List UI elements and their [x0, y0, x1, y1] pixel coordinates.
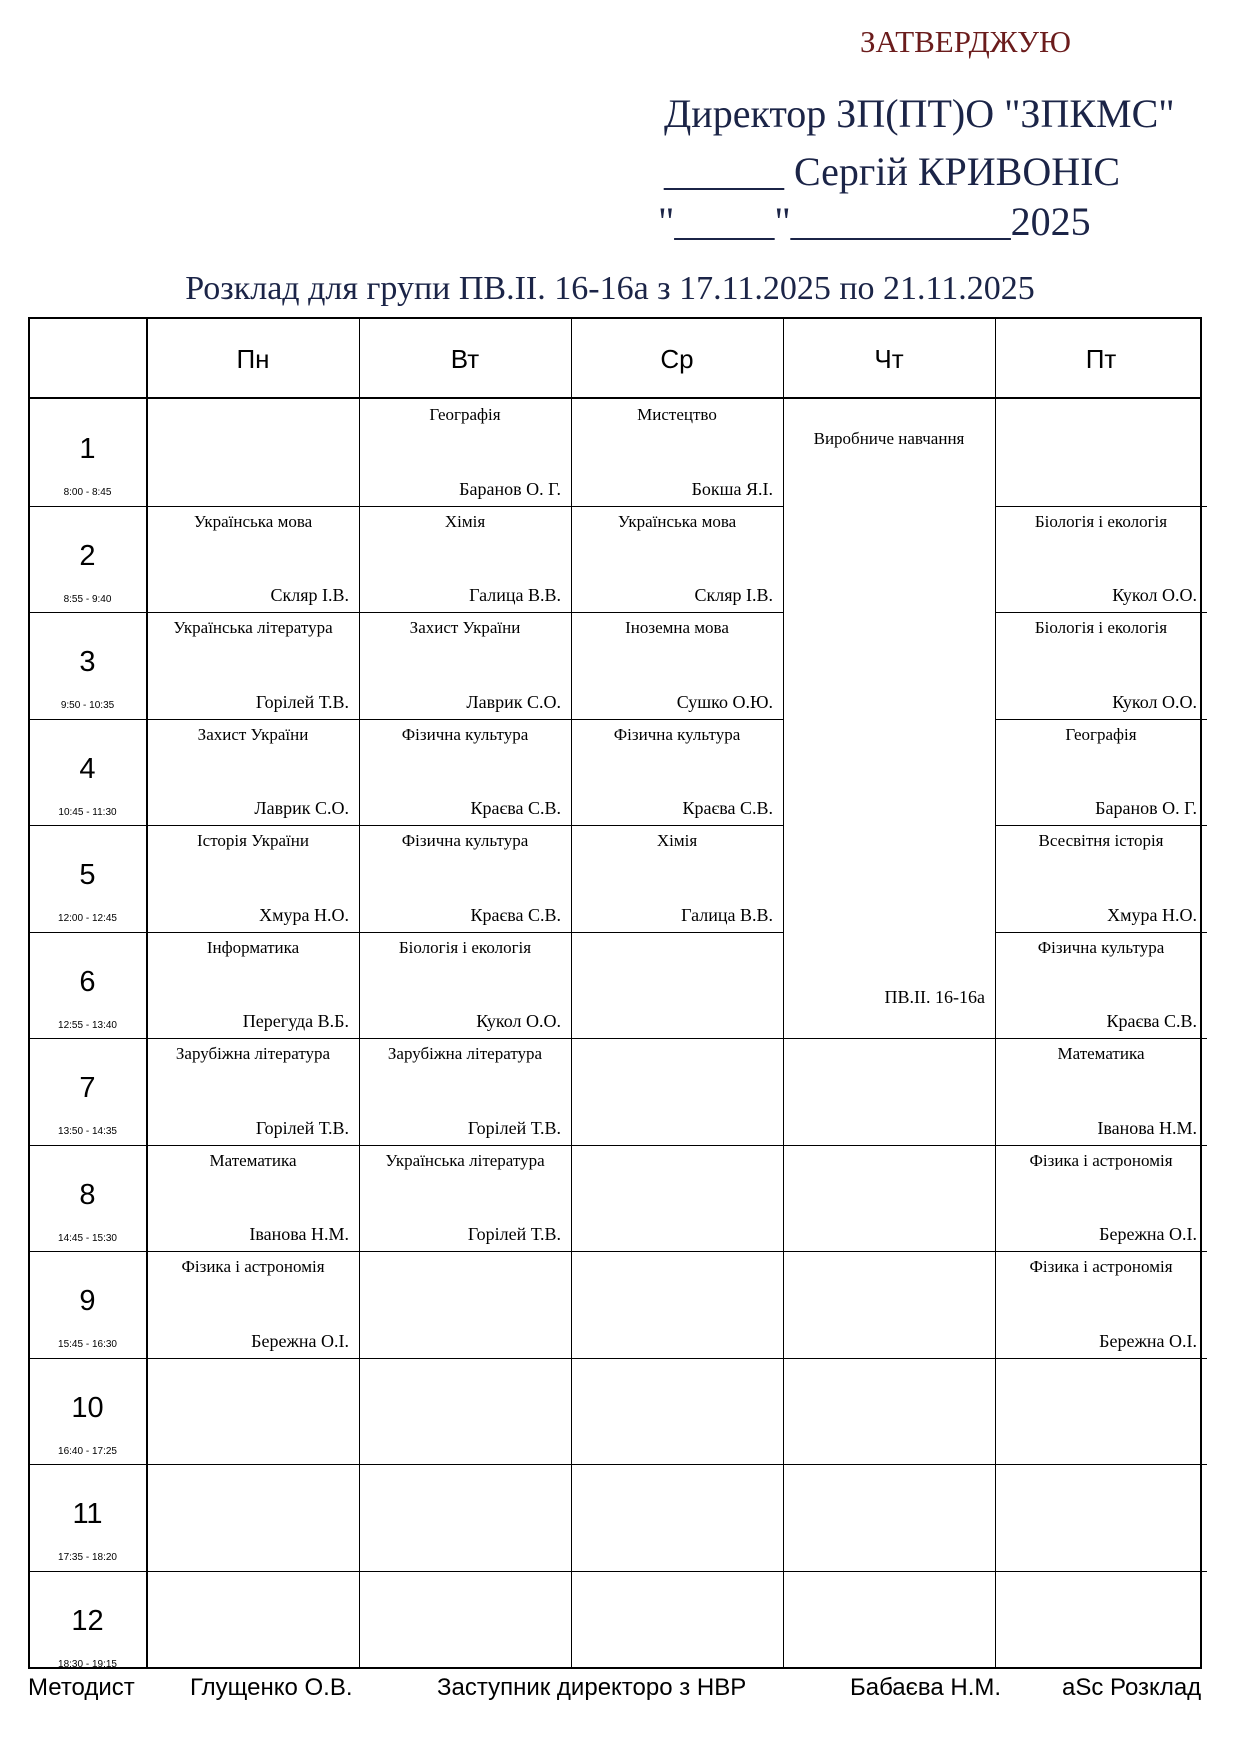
lesson-subject: Зарубіжна література — [175, 1044, 331, 1063]
period-number: 12 — [71, 1604, 104, 1637]
lesson-teacher: Сушко О.Ю. — [676, 691, 773, 712]
row-divider-line — [359, 1464, 571, 1465]
lesson-teacher: Лаврик С.О. — [466, 691, 561, 712]
day-header-4: Чт — [874, 343, 904, 374]
row-divider-line — [359, 1251, 571, 1252]
lesson-cell[interactable] — [995, 719, 1207, 826]
period-time: 8:55 - 9:40 — [63, 593, 112, 605]
lesson-subject: Фізика і астрономія — [1029, 1150, 1173, 1170]
row-divider-line — [783, 1251, 995, 1252]
row-divider-line — [571, 932, 783, 933]
period-number: 3 — [79, 646, 96, 678]
period-number: 4 — [79, 752, 96, 785]
footer-software: aSc Розклад — [1062, 1674, 1202, 1701]
period-number: 8 — [79, 1178, 96, 1211]
row-divider-line — [30, 1464, 147, 1465]
row-divider-line — [30, 825, 147, 826]
lesson-subject: Фізична культура — [401, 724, 529, 744]
lesson-cell[interactable] — [995, 1038, 1207, 1145]
lesson-cell[interactable] — [995, 825, 1207, 932]
lesson-subject: Математика — [1057, 1044, 1145, 1063]
period-time: 14:45 - 15:30 — [58, 1232, 117, 1244]
lesson-cell[interactable] — [147, 1145, 359, 1252]
lesson-teacher: Бережна О.І. — [1099, 1224, 1197, 1244]
day-header-1: Пн — [236, 343, 270, 374]
period-number: 6 — [79, 965, 96, 998]
lesson-cell[interactable] — [359, 825, 571, 932]
lesson-cell[interactable] — [359, 932, 571, 1039]
lesson-teacher: Бережна О.І. — [251, 1330, 349, 1351]
lesson-teacher: Краєва С.В. — [470, 904, 561, 925]
lesson-cell[interactable] — [995, 612, 1207, 719]
lesson-cell[interactable] — [571, 825, 783, 932]
row-divider-line — [30, 1358, 147, 1359]
lesson-teacher: Хмура Н.О. — [1107, 904, 1197, 925]
row-divider-line — [995, 1464, 1207, 1465]
lesson-subject: Захист України — [197, 724, 309, 744]
lesson-cell[interactable] — [147, 1038, 359, 1145]
lesson-teacher: Іванова Н.М. — [249, 1224, 349, 1244]
row-divider-line — [571, 1145, 783, 1146]
period-time: 10:45 - 11:30 — [58, 806, 117, 818]
lesson-cell[interactable] — [359, 506, 571, 613]
lesson-subject: Фізика і астрономія — [1029, 1257, 1173, 1276]
lesson-cell[interactable] — [359, 612, 571, 719]
row-divider-line — [995, 1571, 1207, 1572]
lesson-subject: Захист України — [409, 618, 521, 637]
lesson-teacher: Скляр І.В. — [270, 585, 349, 605]
period-time: 9:50 - 10:35 — [60, 700, 115, 711]
lesson-teacher: Скляр І.В. — [694, 585, 773, 605]
lesson-subject: Фізична культура — [1037, 937, 1165, 957]
lesson-teacher: Горілей Т.В. — [255, 691, 349, 712]
row-divider-line — [783, 1358, 995, 1359]
row-divider-line — [147, 1571, 359, 1572]
merged-lesson-subject: Виробниче навчання — [813, 429, 965, 448]
period-number: 9 — [79, 1285, 96, 1317]
lesson-subject: Українська література — [173, 618, 333, 637]
lesson-teacher: Кукол О.О. — [1112, 585, 1197, 605]
row-divider-line — [30, 1038, 147, 1039]
row-divider-line — [995, 1358, 1207, 1359]
lesson-subject: Українська мова — [193, 511, 313, 531]
row-divider-line — [30, 1145, 147, 1146]
row-divider-line — [359, 1358, 571, 1359]
lesson-teacher: Перегуда В.Б. — [242, 1011, 349, 1031]
footer-deputy-label: Заступник директоро з НВР — [437, 1674, 747, 1701]
lesson-teacher: Лаврик С.О. — [254, 798, 349, 818]
lesson-cell[interactable] — [147, 506, 359, 613]
schedule-table — [28, 317, 1202, 1669]
lesson-teacher: Іванова Н.М. — [1097, 1117, 1197, 1138]
period-time: 13:50 - 14:35 — [58, 1126, 117, 1137]
lesson-teacher: Кукол О.О. — [1112, 691, 1197, 712]
row-divider-line — [571, 1464, 783, 1465]
row-divider-line — [30, 506, 147, 507]
lesson-teacher: Кукол О.О. — [476, 1011, 561, 1031]
footer-methodist-label: Методист — [28, 1674, 135, 1701]
lesson-subject: Біологія і екологія — [1034, 618, 1168, 637]
period-time: 18:30 - 19:15 — [58, 1658, 117, 1670]
lesson-cell[interactable] — [995, 1251, 1207, 1358]
merged-lesson-group: ПВ.ІІ. 16-16а — [884, 987, 985, 1007]
row-divider-line — [571, 1038, 783, 1039]
lesson-cell[interactable] — [571, 399, 783, 506]
period-time: 12:00 - 12:45 — [58, 913, 117, 924]
lesson-subject: Українська література — [385, 1150, 545, 1170]
lesson-cell[interactable] — [571, 506, 783, 613]
schedule-title: Розклад для групи ПВ.ІІ. 16-16а з 17.11.2025 по 21.11.2025 — [185, 270, 1035, 307]
lesson-teacher: Горілей Т.В. — [255, 1117, 349, 1138]
row-divider-line — [783, 1464, 995, 1465]
lesson-cell[interactable] — [359, 1038, 571, 1145]
lesson-teacher: Горілей Т.В. — [467, 1117, 561, 1138]
row-divider-line — [783, 1145, 995, 1146]
lesson-subject: Географія — [1065, 724, 1137, 744]
period-time: 12:55 - 13:40 — [58, 1019, 117, 1031]
lesson-teacher: Галица В.В. — [469, 585, 561, 605]
lesson-subject: Фізика і астрономія — [181, 1257, 325, 1276]
lesson-cell[interactable] — [359, 1145, 571, 1252]
lesson-subject: Хімія — [656, 831, 698, 850]
lesson-cell[interactable] — [147, 825, 359, 932]
lesson-cell[interactable] — [359, 719, 571, 826]
row-divider-line — [30, 1571, 147, 1572]
row-divider-line — [783, 1571, 995, 1572]
lesson-teacher: Краєва С.В. — [1106, 1011, 1197, 1031]
approval-date: "_____"___________2025 — [658, 199, 1091, 244]
period-number: 2 — [79, 539, 96, 572]
row-divider-line — [571, 1251, 783, 1252]
row-divider-line — [571, 1571, 783, 1572]
day-header-3: Ср — [660, 343, 694, 374]
period-number: 5 — [79, 859, 96, 891]
lesson-teacher: Баранов О. Г. — [1095, 798, 1197, 818]
lesson-subject: Історія України — [197, 831, 309, 850]
lesson-cell[interactable] — [359, 399, 571, 506]
approve-stamp: ЗАТВЕРДЖУЮ — [860, 24, 1071, 59]
row-divider-line — [30, 1251, 147, 1252]
lesson-subject: Всесвітня історія — [1038, 831, 1164, 850]
lesson-subject: Хімія — [444, 511, 486, 531]
day-header-5: Пт — [1085, 343, 1117, 374]
lesson-teacher: Горілей Т.В. — [467, 1224, 561, 1244]
lesson-cell[interactable] — [995, 932, 1207, 1039]
merged-lesson-cell[interactable] — [783, 399, 995, 1038]
director-title: Директор ЗП(ПТ)О "ЗПКМС" — [664, 91, 1175, 136]
row-divider-line — [30, 612, 147, 613]
period-time: 8:00 - 8:45 — [63, 487, 112, 498]
footer-methodist-name: Глущенко О.В. — [190, 1674, 353, 1701]
lesson-cell[interactable] — [147, 1251, 359, 1358]
period-time: 15:45 - 16:30 — [58, 1339, 117, 1350]
period-time: 17:35 - 18:20 — [58, 1552, 117, 1563]
period-number: 11 — [72, 1498, 103, 1530]
lesson-cell[interactable] — [147, 719, 359, 826]
lesson-subject: Географія — [429, 405, 501, 424]
period-number: 7 — [79, 1072, 96, 1104]
row-divider-line — [30, 932, 147, 933]
lesson-teacher: Бережна О.І. — [1099, 1330, 1197, 1351]
lesson-cell[interactable] — [995, 506, 1207, 613]
period-time: 16:40 - 17:25 — [58, 1445, 117, 1457]
lesson-cell[interactable] — [147, 932, 359, 1039]
row-divider-line — [359, 1571, 571, 1572]
lesson-subject: Іноземна мова — [625, 618, 729, 637]
lesson-teacher: Краєва С.В. — [470, 798, 561, 818]
lesson-teacher: Баранов О. Г. — [459, 478, 561, 499]
lesson-cell[interactable] — [571, 719, 783, 826]
lesson-subject: Біологія і екологія — [1034, 511, 1168, 531]
lesson-subject: Фізична культура — [401, 831, 529, 850]
lesson-teacher: Хмура Н.О. — [259, 904, 349, 925]
lesson-subject: Українська мова — [617, 511, 737, 531]
lesson-subject: Інформатика — [206, 937, 300, 957]
footer-deputy-name: Бабаєва Н.М. — [850, 1674, 1002, 1701]
lesson-subject: Фізична культура — [613, 724, 741, 744]
lesson-teacher: Бокша Я.І. — [691, 478, 773, 499]
lesson-subject: Мистецтво — [637, 405, 717, 424]
lesson-subject: Біологія і екологія — [398, 937, 532, 957]
row-divider-line — [783, 1038, 995, 1039]
lesson-subject: Зарубіжна література — [387, 1044, 543, 1063]
lesson-cell[interactable] — [571, 612, 783, 719]
row-divider-line — [30, 719, 147, 720]
period-number: 1 — [79, 433, 96, 465]
lesson-teacher: Галица В.В. — [681, 904, 773, 925]
lesson-cell[interactable] — [995, 1145, 1207, 1252]
row-divider-line — [571, 1358, 783, 1359]
lesson-cell[interactable] — [147, 612, 359, 719]
row-divider-line — [147, 1358, 359, 1359]
row-divider-line — [147, 1464, 359, 1465]
period-number: 10 — [71, 1391, 104, 1424]
lesson-subject: Математика — [209, 1150, 297, 1170]
director-signature: ______ Сергій КРИВОНІС — [664, 149, 1121, 194]
lesson-teacher: Краєва С.В. — [682, 798, 773, 818]
day-header-2: Вт — [450, 343, 480, 374]
